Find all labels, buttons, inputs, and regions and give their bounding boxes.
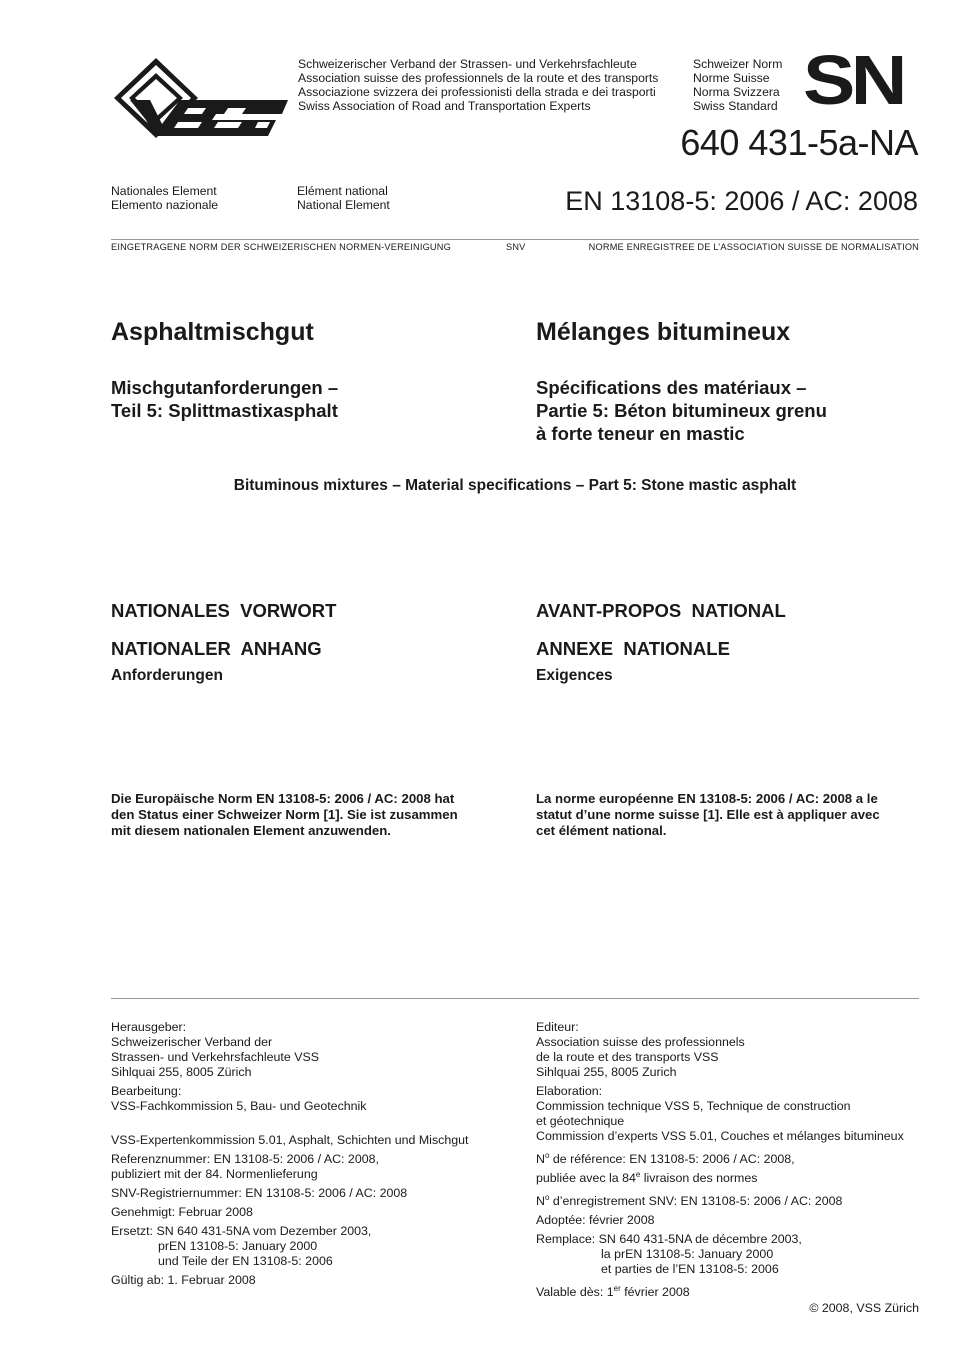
org-line-en: Swiss Association of Road and Transportation Experts (298, 99, 591, 113)
reference-published-end-fr: livraison des normes (640, 1171, 758, 1186)
element-de (111, 184, 218, 212)
foreword-fr: AVANT-PROPOS NATIONAL (536, 600, 786, 621)
intro-fr (536, 791, 880, 839)
element-fr (297, 184, 390, 212)
reference-line2-de: publiziert mit der 84. Normenlieferung (111, 1167, 318, 1181)
intro-de-line1: Die Europäische Norm EN 13108-5: 2006 / AC: 2008 hat (111, 791, 455, 806)
intro-fr-line1: La norme européenne EN 13108-5: 2006 / AC: 2008 a le (536, 791, 878, 806)
valid-de: Gültig ab: 1. Februar 2008 (111, 1273, 256, 1287)
snv-sup-fr: o (544, 1193, 550, 1203)
intro-de (111, 791, 458, 839)
norm-line-en: Swiss Standard (693, 99, 778, 113)
reference-sup-fr: o (544, 1151, 550, 1160)
registry-right: NORME ENREGISTREE DE L’ASSOCIATION SUISSE DE NORMALISATION (588, 242, 919, 252)
sn-mark: SN (803, 41, 903, 119)
title-de: Asphaltmischgut (111, 318, 314, 346)
valid-text-fr: Valable dès: 1 (536, 1285, 614, 1300)
editing-label-de: Bearbeitung: (111, 1084, 182, 1098)
publisher-line1-de: Schweizerischer Verband der (111, 1035, 273, 1049)
reference-published-sup-fr: e (635, 1170, 641, 1180)
registry-mid: SNV (506, 242, 526, 252)
snv-text-fr: d’enregistrement SNV: EN 13108-5: 2006 / AC: 2008 (549, 1194, 843, 1209)
replaces-line1-de: Ersetzt: SN 640 431-5NA vom Dezember 2003, (111, 1224, 372, 1238)
replaces-line2-de: prEN 13108-5: January 2000 (158, 1239, 318, 1253)
registry-left: EINGETRAGENE NORM DER SCHWEIZERISCHEN NORMEN-VEREINIGUNG (111, 242, 451, 252)
element-de-line1: Nationales Element (111, 184, 217, 198)
footer-de (111, 1020, 468, 1288)
editing-label-fr: Elaboration: (536, 1084, 603, 1098)
en-reference: EN 13108-5: 2006 / AC: 2008 (565, 186, 918, 216)
annex-fr: ANNEXE NATIONALE (536, 638, 730, 659)
norm-line-fr: Norme Suisse (693, 71, 770, 85)
publisher-label-fr: Editeur: (536, 1020, 579, 1034)
requirements-de: Anforderungen (111, 667, 223, 684)
approved-fr: Adoptée: février 2008 (536, 1213, 655, 1228)
replaces-line2-fr: la prEN 13108-5: January 2000 (601, 1247, 774, 1262)
subtitle-fr-line3: à forte teneur en mastic (536, 423, 745, 444)
foreword-de: NATIONALES VORWORT (111, 600, 337, 621)
intro-fr-line2: statut d’une norme suisse [1]. Elle est à appliquer avec (536, 807, 880, 822)
header-divider (111, 239, 919, 240)
replaces-line3-fr: et parties de l’EN 13108-5: 2006 (601, 1262, 779, 1277)
publisher-line2-de: Strassen- und Verkehrsfachleute VSS (111, 1050, 320, 1064)
approved-de: Genehmigt: Februar 2008 (111, 1205, 253, 1219)
editing-value2-fr: et géotechnique (536, 1114, 625, 1128)
reference-n-fr: N (536, 1152, 545, 1167)
subtitle-de-line2: Teil 5: Splittmastixasphalt (111, 400, 338, 421)
requirements-fr: Exigences (536, 667, 613, 684)
valid-fr (536, 1281, 926, 1300)
subtitle-fr-line2: Partie 5: Béton bitumineux grenu (536, 400, 827, 421)
publisher-address-de: Sihlquai 255, 8005 Zürich (111, 1065, 252, 1079)
element-fr-line2: National Element (297, 198, 390, 212)
editing-value-fr: Commission technique VSS 5, Technique de construction (536, 1099, 851, 1113)
publisher-label-de: Herausgeber: (111, 1020, 187, 1034)
reference-text-fr: de référence: EN 13108-5: 2006 / AC: 2008, (549, 1152, 795, 1167)
org-names (298, 57, 658, 113)
subtitle-de (111, 376, 338, 422)
subtitle-fr-line1: Spécifications des matériaux – (536, 377, 807, 398)
annex-de: NATIONALER ANHANG (111, 638, 322, 659)
valid-sup-fr: er (613, 1284, 621, 1294)
reference-published-fr: publiée avec la 84 (536, 1171, 636, 1186)
copyright: © 2008, VSS Zürich (809, 1301, 919, 1315)
intro-fr-line3: cet élément national. (536, 823, 667, 838)
subtitle-fr (536, 376, 827, 445)
vss-logo (110, 56, 290, 140)
reference-line1-fr (536, 1148, 926, 1167)
norm-line-de: Schweizer Norm (693, 57, 783, 71)
element-fr-line1: Elément national (297, 184, 388, 198)
intro-de-line3: mit diesem nationalen Element anzuwenden. (111, 823, 391, 838)
org-line-de: Schweizerischer Verband der Strassen- und Verkehrsfachleute (298, 57, 637, 71)
org-line-fr: Association suisse des professionnels de la route et des transports (298, 71, 659, 85)
experts-de: VSS-Expertenkommission 5.01, Asphalt, Schichten und Mischgut (111, 1133, 469, 1147)
reference-line1-de: Referenznummer: EN 13108-5: 2006 / AC: 2008, (111, 1152, 379, 1166)
publisher-line1-fr: Association suisse des professionnels (536, 1035, 745, 1049)
org-line-it: Associazione svizzera dei professionisti della strada e dei trasporti (298, 85, 656, 99)
title-fr: Mélanges bitumineux (536, 318, 791, 346)
snv-number-fr (536, 1190, 926, 1209)
doc-number: 640 431-5a-NA (680, 122, 918, 163)
footer-divider (111, 998, 919, 999)
intro-de-line2: den Status einer Schweizer Norm [1]. Sie ist zusammen (111, 807, 458, 822)
replaces-line1-fr: Remplace: SN 640 431-5NA de décembre 2003, (536, 1232, 802, 1247)
snv-n-fr: N (536, 1194, 545, 1209)
valid-date-fr: février 2008 (620, 1285, 690, 1300)
vss-logo-icon (110, 56, 290, 140)
title-en: Bituminous mixtures – Material specifications – Part 5: Stone mastic asphalt (233, 477, 797, 494)
element-de-line2: Elemento nazionale (111, 198, 219, 212)
publisher-line2-fr: de la route et des transports VSS (536, 1050, 719, 1064)
experts-fr: Commission d’experts VSS 5.01, Couches et mélanges bitumineux (536, 1129, 904, 1143)
reference-line2-fr (536, 1167, 926, 1186)
norm-names (693, 57, 782, 113)
footer-fr (536, 1020, 926, 1301)
snv-number-de: SNV-Registriernummer: EN 13108-5: 2006 / AC: 2008 (111, 1186, 408, 1200)
editing-value-de: VSS-Fachkommission 5, Bau- und Geotechnik (111, 1099, 367, 1113)
publisher-address-fr: Sihlquai 255, 8005 Zurich (536, 1065, 677, 1079)
replaces-line3-de: und Teile der EN 13108-5: 2006 (158, 1254, 333, 1268)
subtitle-de-line1: Mischgutanforderungen – (111, 377, 339, 398)
norm-line-it: Norma Svizzera (693, 85, 780, 99)
